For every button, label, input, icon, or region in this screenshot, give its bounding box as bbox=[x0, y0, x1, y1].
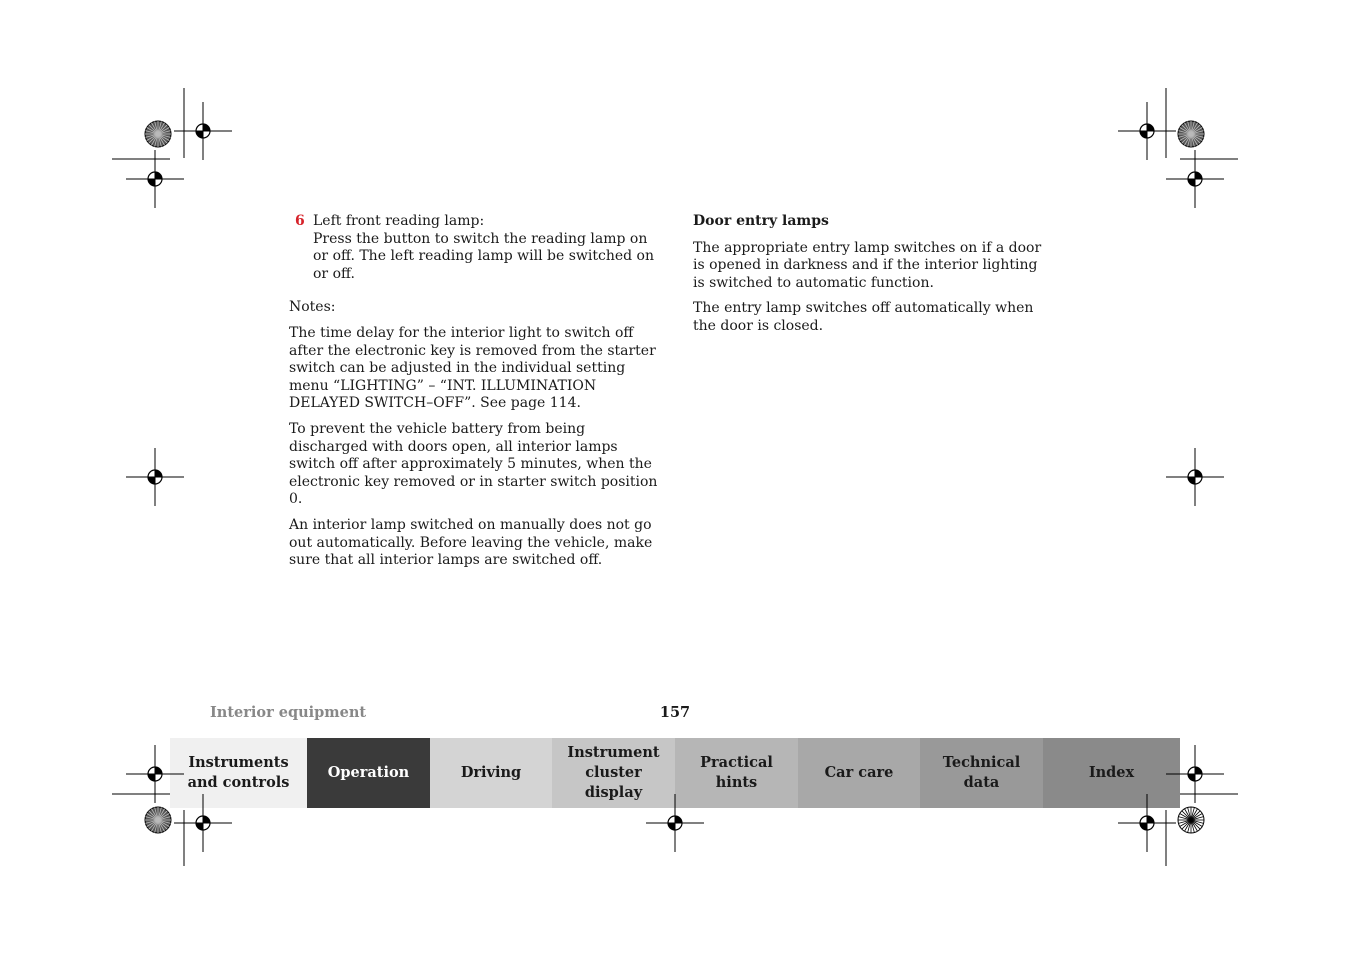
crosshair-mark bbox=[1188, 179, 1195, 186]
tab-label: Operation bbox=[327, 764, 410, 781]
item-number: 6 bbox=[295, 213, 305, 229]
tab-label: Instrument cluster display bbox=[567, 744, 660, 801]
crosshair-mark bbox=[155, 172, 162, 179]
crosshair-mark bbox=[1140, 131, 1147, 138]
notes-label: Notes: bbox=[289, 299, 336, 316]
crosshair-mark bbox=[196, 131, 203, 138]
tab-label: Driving bbox=[460, 764, 522, 781]
crosshair-mark bbox=[675, 816, 682, 823]
crosshair-mark bbox=[1147, 816, 1154, 823]
crosshair-mark bbox=[1195, 470, 1202, 477]
tab-label: Technical data bbox=[942, 754, 1021, 791]
crosshair-mark bbox=[1188, 477, 1195, 484]
note-paragraph-3: An interior lamp switched on manually does not go out automatically. Before leaving the vehicle, make sure that all interior lamps are switched off. bbox=[289, 516, 653, 569]
tab-label: Practical hints bbox=[700, 754, 773, 791]
crosshair-mark bbox=[668, 823, 675, 830]
paragraph-1: The appropriate entry lamp switches on if a door is opened in darkness and if the interior lighting is switched to automatic function. bbox=[693, 239, 1042, 291]
crosshair-mark bbox=[1147, 124, 1154, 131]
crosshair-mark bbox=[1140, 823, 1147, 830]
crosshair-mark bbox=[148, 477, 155, 484]
page-number: 157 bbox=[659, 704, 691, 721]
crosshair-mark bbox=[148, 774, 155, 781]
crosshair-mark bbox=[155, 767, 162, 774]
crosshair-mark bbox=[1195, 767, 1202, 774]
tab-label: Car care bbox=[824, 764, 894, 781]
crosshair-mark bbox=[155, 470, 162, 477]
item-title: Left front reading lamp: bbox=[313, 213, 485, 229]
tab-label: Instruments and controls bbox=[187, 754, 290, 791]
note-paragraph-2: To prevent the vehicle battery from being discharged with doors open, all interior lamps switch off after approximately 5 minutes, when the electronic key removed or in starter switch position 0. bbox=[289, 420, 658, 508]
item-text: Press the button to switch the reading lamp on or off. The left reading lamp will be switched on or off. bbox=[313, 230, 654, 282]
crosshair-mark bbox=[1195, 172, 1202, 179]
section-label: Interior equipment bbox=[210, 704, 367, 721]
note-paragraph-1: The time delay for the interior light to switch off after the electronic key is removed from the starter switch can be adjusted in the individual setting menu “LIGHTING” – “INT. ILLUMINATION DELAYED SWITCH–OFF”. See page 114. bbox=[289, 324, 656, 412]
crosshair-mark bbox=[1188, 774, 1195, 781]
crosshair-mark bbox=[203, 124, 210, 131]
tab-label: Index bbox=[1088, 764, 1135, 781]
crosshair-mark bbox=[148, 179, 155, 186]
section-heading: Door entry lamps bbox=[693, 213, 829, 229]
paragraph-2: The entry lamp switches off automatically when the door is closed. bbox=[693, 300, 1034, 334]
crosshair-mark bbox=[196, 823, 203, 830]
crosshair-mark bbox=[203, 816, 210, 823]
